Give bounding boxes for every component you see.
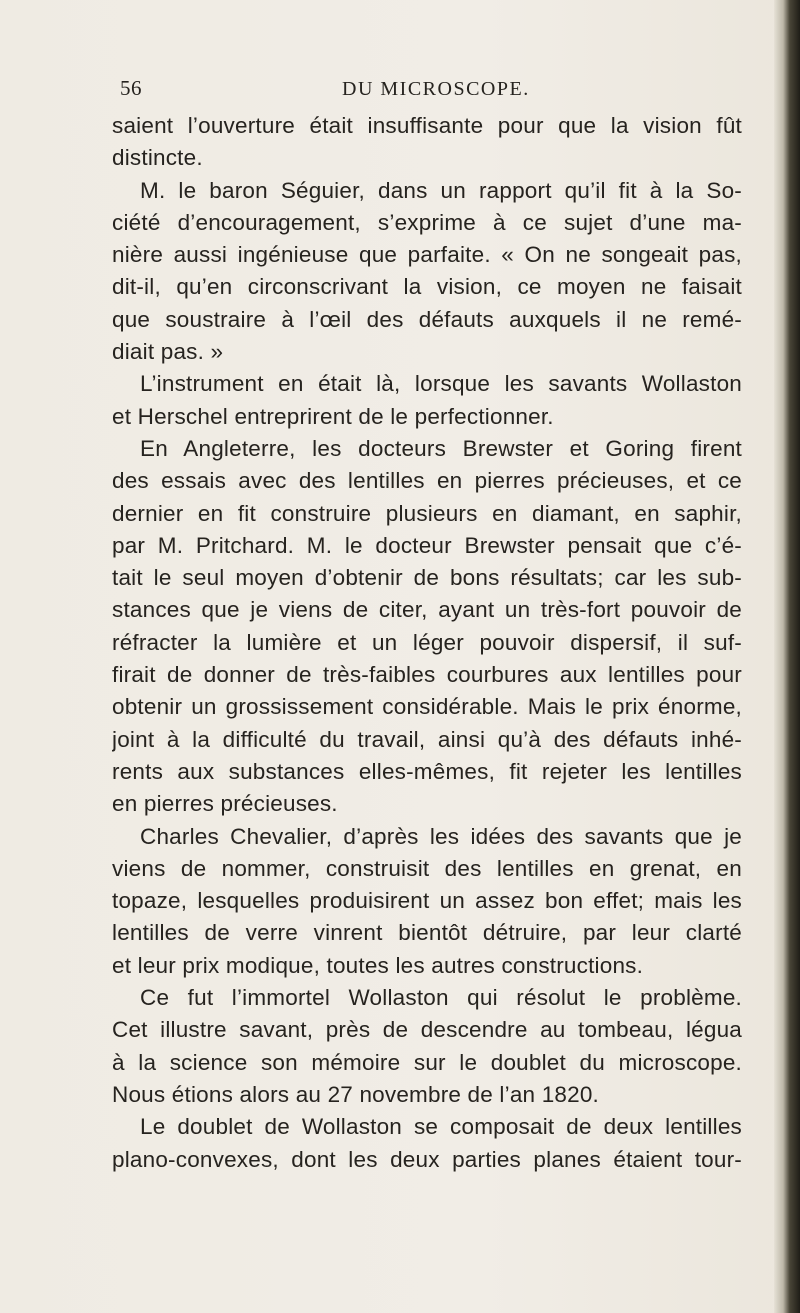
text-line: L’instrument en était là, lorsque les savants Wollaston	[140, 371, 742, 397]
page-binding-edge	[774, 0, 800, 1313]
text-line: en pierres précieuses.	[112, 791, 338, 817]
text-line: tait le seul moyen d’obtenir de bons résultats; car les sub-	[112, 565, 742, 591]
text-line: lentilles de verre vinrent bientôt détruire, par leur clarté	[112, 920, 742, 946]
text-line: diait pas. »	[112, 339, 224, 365]
text-line: distincte.	[112, 145, 203, 171]
body-text	[112, 110, 742, 1176]
text-line: Ce fut l’immortel Wollaston qui résolut le problème.	[140, 985, 742, 1011]
text-line: ciété d’encouragement, s’exprime à ce sujet d’une ma-	[112, 209, 742, 235]
text-line: saient l’ouverture était insuffisante pour que la vision fût	[112, 113, 742, 138]
text-line: topaze, lesquelles produisirent un assez bon effet; mais les	[112, 888, 742, 914]
page-header	[110, 76, 750, 112]
text-line: obtenir un grossissement considérable. Mais le prix énorme,	[112, 694, 742, 720]
text-line: et Herschel entreprirent de le perfectionner.	[112, 403, 554, 429]
text-line: dit-il, qu’en circonscrivant la vision, ce moyen ne faisait	[112, 274, 742, 300]
text-line: En Angleterre, les docteurs Brewster et Goring firent	[140, 435, 742, 461]
text-line: rents aux substances elles-mêmes, fit rejeter les lentilles	[112, 758, 742, 784]
text-line: dernier en fit construire plusieurs en diamant, en saphir,	[112, 500, 742, 526]
text-line: par M. Pritchard. M. le docteur Brewster pensait que c’é-	[112, 532, 742, 558]
text-line: réfracter la lumière et un léger pouvoir dispersif, il suf-	[112, 629, 742, 655]
text-line: Cet illustre savant, près de descendre au tombeau, légua	[112, 1017, 742, 1043]
text-line: des essais avec des lentilles en pierres précieuses, et ce	[112, 468, 742, 494]
text-line: plano-convexes, dont les deux parties planes étaient tour-	[112, 1146, 742, 1172]
text-line: viens de nommer, construisit des lentilles en grenat, en	[112, 855, 742, 881]
text-line: à la science son mémoire sur le doublet du microscope.	[112, 1049, 742, 1075]
page-number: 56	[120, 76, 142, 100]
running-title: DU MICROSCOPE.	[342, 78, 530, 100]
text-line: stances que je viens de citer, ayant un très-fort pouvoir de	[112, 597, 742, 623]
text-line: Nous étions alors au 27 novembre de l’an 1820.	[112, 1081, 600, 1107]
text-line: joint à la difficulté du travail, ainsi qu’à des défauts inhé-	[112, 726, 742, 752]
text-line: Charles Chevalier, d’après les idées des savants que je	[140, 823, 742, 849]
text-line: que soustraire à l’œil des défauts auxquels il ne remé-	[112, 306, 742, 332]
text-line: M. le baron Séguier, dans un rapport qu’il fit à la So-	[140, 177, 742, 203]
text-line: Le doublet de Wollaston se composait de deux lentilles	[140, 1114, 742, 1140]
text-line: nière aussi ingénieuse que parfaite. « On ne songeait pas,	[112, 242, 742, 268]
text-line: firait de donner de très-faibles courbures aux lentilles pour	[112, 662, 742, 688]
text-line: et leur prix modique, toutes les autres constructions.	[112, 952, 644, 978]
